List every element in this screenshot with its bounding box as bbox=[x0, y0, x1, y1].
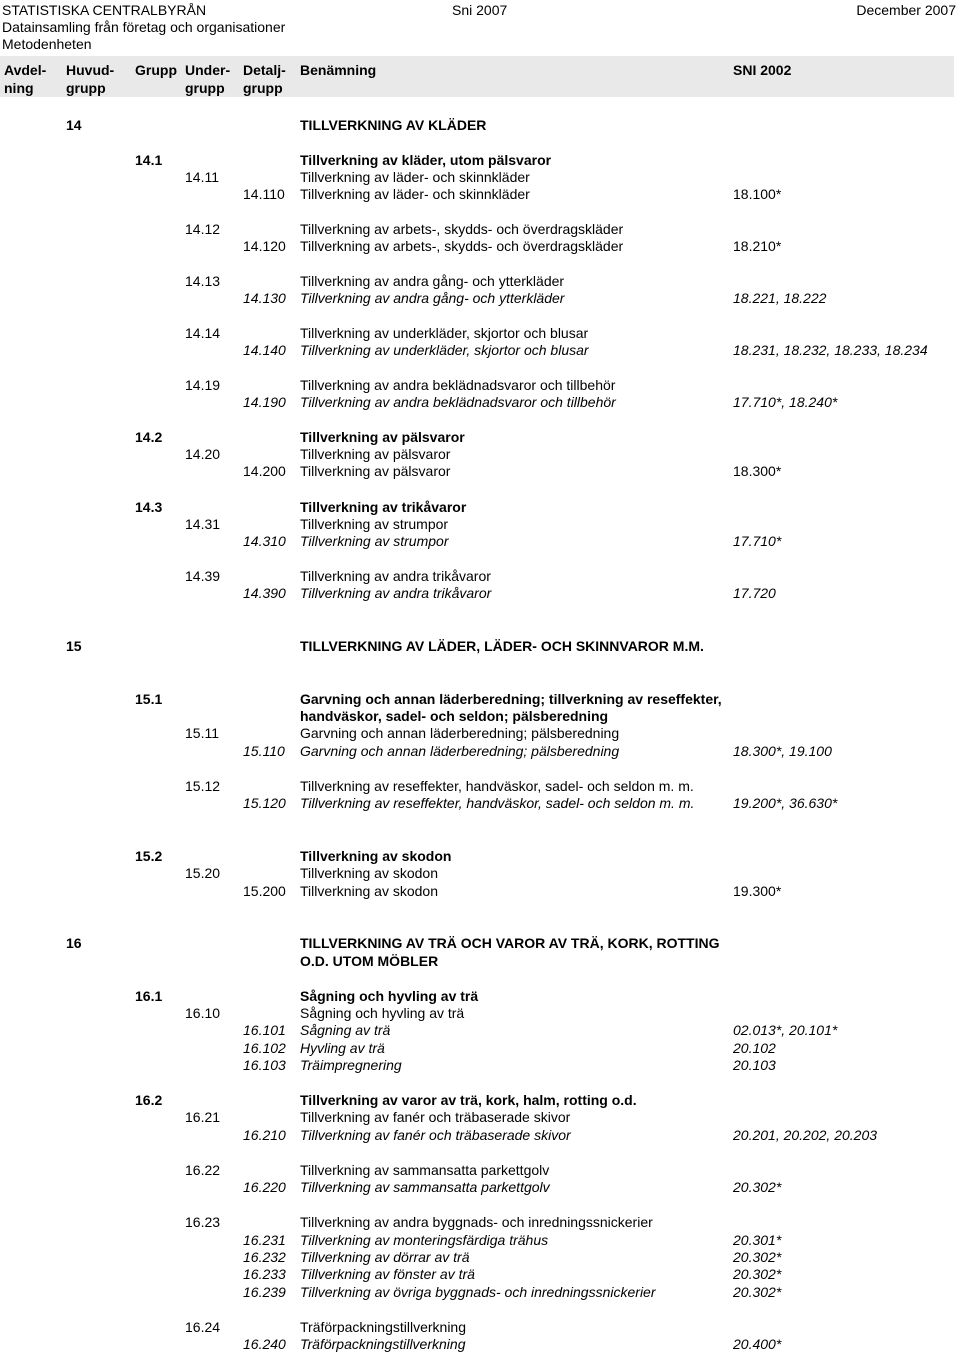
row-name: Tillverkning av kläder, utom pälsvaror bbox=[300, 152, 552, 168]
table-row bbox=[0, 1232, 960, 1249]
table-row bbox=[0, 325, 960, 342]
table-row bbox=[0, 691, 960, 708]
row-name: Tillverkning av fanér och träbaserade skivor bbox=[300, 1127, 571, 1143]
table-row bbox=[0, 1249, 960, 1266]
row-code: 14.390 bbox=[243, 585, 286, 601]
row-name: Tillverkning av pälsvaror bbox=[300, 446, 451, 462]
row-code: 14.310 bbox=[243, 533, 286, 549]
row-sni2002: 02.013*, 20.101* bbox=[733, 1022, 838, 1038]
row-code: 14.19 bbox=[185, 377, 221, 393]
row-sni2002: 20.302* bbox=[733, 1266, 782, 1282]
table-row bbox=[0, 725, 960, 742]
col-undergrupp: Under- grupp bbox=[185, 62, 231, 96]
row-sni2002: 18.210* bbox=[733, 238, 782, 254]
table-row bbox=[0, 169, 960, 186]
row-name: Tillverkning av fönster av trä bbox=[300, 1266, 475, 1282]
row-name: Tillverkning av läder- och skinnkläder bbox=[300, 186, 530, 202]
row-code: 15.20 bbox=[185, 865, 221, 881]
row-sni2002: 17.710* bbox=[733, 533, 782, 549]
table-row bbox=[0, 953, 960, 970]
row-name: Garvning och annan läderberedning; tillverkning av reseffekter, bbox=[300, 691, 722, 707]
table-row bbox=[0, 708, 960, 725]
row-name: Tillverkning av andra gång- och ytterkläder bbox=[300, 273, 565, 289]
row-code: 14.2 bbox=[135, 429, 163, 445]
row-name: Tillverkning av pälsvaror bbox=[300, 463, 451, 479]
row-code: 14.39 bbox=[185, 568, 221, 584]
row-code: 14.140 bbox=[243, 342, 286, 358]
row-sni2002: 20.302* bbox=[733, 1249, 782, 1265]
row-sni2002: 18.300*, 19.100 bbox=[733, 743, 832, 759]
row-name: Sågning av trä bbox=[300, 1022, 391, 1038]
row-sni2002: 18.300* bbox=[733, 463, 782, 479]
row-name: Tillverkning av andra beklädnadsvaror och tillbehör bbox=[300, 394, 616, 410]
row-name: Tillverkning av skodon bbox=[300, 865, 438, 881]
table-row bbox=[0, 1005, 960, 1022]
row-name: Garvning och annan läderberedning; pälsberedning bbox=[300, 743, 620, 759]
table-row bbox=[0, 743, 960, 760]
row-code: 15.110 bbox=[243, 743, 285, 759]
row-sni2002: 17.720 bbox=[733, 585, 776, 601]
row-name: Tillverkning av varor av trä, kork, halm, rotting o.d. bbox=[300, 1092, 637, 1108]
table-row bbox=[0, 516, 960, 533]
row-name: Träförpackningstillverkning bbox=[300, 1319, 466, 1335]
row-code: 15.200 bbox=[243, 883, 286, 899]
row-sni2002: 19.200*, 36.630* bbox=[733, 795, 838, 811]
department-name: Datainsamling från företag och organisationer bbox=[2, 19, 286, 35]
row-code: 16.24 bbox=[185, 1319, 221, 1335]
row-name: Tillverkning av andra trikåvaror bbox=[300, 585, 492, 601]
table-row bbox=[0, 795, 960, 812]
table-row bbox=[0, 117, 960, 134]
row-name: Tillverkning av sammansatta parkettgolv bbox=[300, 1179, 550, 1195]
row-code: 16.210 bbox=[243, 1127, 286, 1143]
row-sni2002: 20.102 bbox=[733, 1040, 776, 1056]
table-row bbox=[0, 568, 960, 585]
row-code: 15.1 bbox=[135, 691, 163, 707]
table-row bbox=[0, 638, 960, 655]
row-name: Garvning och annan läderberedning; pälsberedning bbox=[300, 725, 620, 741]
row-name: Tillverkning av reseffekter, handväskor, sadel- och seldon m. m. bbox=[300, 795, 695, 811]
unit-name: Metodenheten bbox=[2, 36, 92, 52]
row-code: 14.12 bbox=[185, 221, 221, 237]
row-sni2002: 20.201, 20.202, 20.203 bbox=[733, 1127, 878, 1143]
table-row bbox=[0, 499, 960, 516]
table-row bbox=[0, 1092, 960, 1109]
row-code: 14.20 bbox=[185, 446, 221, 462]
table-row bbox=[0, 1266, 960, 1283]
row-name: Tillverkning av trikåvaror bbox=[300, 499, 467, 515]
row-code: 15.11 bbox=[185, 725, 219, 741]
row-name: Tillverkning av andra gång- och ytterkläder bbox=[300, 290, 565, 306]
row-name: Tillverkning av arbets-, skydds- och överdragskläder bbox=[300, 221, 624, 237]
row-sni2002: 18.221, 18.222 bbox=[733, 290, 827, 306]
row-sni2002: 20.302* bbox=[733, 1284, 782, 1300]
row-code: 16.21 bbox=[185, 1109, 221, 1125]
table-row bbox=[0, 1214, 960, 1231]
row-name: Tillverkning av dörrar av trä bbox=[300, 1249, 470, 1265]
row-code: 14.120 bbox=[243, 238, 286, 254]
table-row bbox=[0, 1179, 960, 1196]
row-sni2002: 20.302* bbox=[733, 1179, 782, 1195]
row-name: Tillverkning av underkläder, skjortor och blusar bbox=[300, 342, 589, 358]
table-row bbox=[0, 1022, 960, 1039]
row-code: 16.101 bbox=[243, 1022, 286, 1038]
table-row bbox=[0, 883, 960, 900]
row-code: 14.3 bbox=[135, 499, 163, 515]
row-code: 16.10 bbox=[185, 1005, 221, 1021]
table-row bbox=[0, 377, 960, 394]
row-code: 16.220 bbox=[243, 1179, 286, 1195]
table-row bbox=[0, 1109, 960, 1126]
row-code: 16.240 bbox=[243, 1336, 286, 1352]
document-date: December 2007 bbox=[856, 2, 956, 18]
table-row bbox=[0, 1057, 960, 1074]
row-name: Tillverkning av skodon bbox=[300, 883, 438, 899]
row-code: 16.23 bbox=[185, 1214, 221, 1230]
row-name: handväskor, sadel- och seldon; pälsberedning bbox=[300, 708, 609, 724]
table-row bbox=[0, 463, 960, 480]
row-code: 14.110 bbox=[243, 186, 285, 202]
row-name: Tillverkning av andra trikåvaror bbox=[300, 568, 491, 584]
col-grupp: Grupp bbox=[135, 62, 177, 78]
row-code: 16.2 bbox=[135, 1092, 163, 1108]
col-detaljgrupp: Detalj- grupp bbox=[243, 62, 286, 96]
row-name: Tillverkning av sammansatta parkettgolv bbox=[300, 1162, 550, 1178]
row-code: 15.12 bbox=[185, 778, 221, 794]
row-sni2002: 20.103 bbox=[733, 1057, 776, 1073]
table-row bbox=[0, 848, 960, 865]
row-code: 16.22 bbox=[185, 1162, 221, 1178]
row-code: 14 bbox=[66, 117, 82, 133]
row-name: Tillverkning av monteringsfärdiga trähus bbox=[300, 1232, 549, 1248]
table-row bbox=[0, 1319, 960, 1336]
row-sni2002: 18.231, 18.232, 18.233, 18.234 bbox=[733, 342, 928, 358]
row-sni2002: 19.300* bbox=[733, 883, 782, 899]
row-code: 14.200 bbox=[243, 463, 286, 479]
table-row bbox=[0, 1284, 960, 1301]
table-row bbox=[0, 152, 960, 169]
row-name: Sågning och hyvling av trä bbox=[300, 988, 479, 1004]
org-name: STATISTISKA CENTRALBYRÅN bbox=[2, 2, 207, 18]
row-name: TILLVERKNING AV TRÄ OCH VAROR AV TRÄ, KORK, ROTTING bbox=[300, 935, 720, 951]
row-name: Tillverkning av andra byggnads- och inredningssnickerier bbox=[300, 1214, 653, 1230]
row-name: TILLVERKNING AV KLÄDER bbox=[300, 117, 487, 133]
table-row bbox=[0, 1040, 960, 1057]
table-row bbox=[0, 394, 960, 411]
table-row bbox=[0, 446, 960, 463]
row-name: Tillverkning av skodon bbox=[300, 848, 452, 864]
row-name: Tillverkning av strumpor bbox=[300, 533, 449, 549]
row-code: 16.103 bbox=[243, 1057, 286, 1073]
row-code: 15.120 bbox=[243, 795, 286, 811]
row-code: 15 bbox=[66, 638, 82, 654]
row-sni2002: 17.710*, 18.240* bbox=[733, 394, 838, 410]
row-name: Sågning och hyvling av trä bbox=[300, 1005, 465, 1021]
table-row bbox=[0, 429, 960, 446]
table-row bbox=[0, 273, 960, 290]
col-avdelning: Avdel- ning bbox=[4, 62, 47, 96]
table-row bbox=[0, 778, 960, 795]
table-row bbox=[0, 1162, 960, 1179]
row-code: 16.233 bbox=[243, 1266, 286, 1282]
row-sni2002: 18.100* bbox=[733, 186, 782, 202]
row-name: Tillverkning av underkläder, skjortor och blusar bbox=[300, 325, 589, 341]
row-code: 16.239 bbox=[243, 1284, 286, 1300]
row-code: 15.2 bbox=[135, 848, 163, 864]
row-name: Tillverkning av läder- och skinnkläder bbox=[300, 169, 530, 185]
row-name: Tillverkning av övriga byggnads- och inredningssnickerier bbox=[300, 1284, 656, 1300]
row-name: TILLVERKNING AV LÄDER, LÄDER- OCH SKINNVAROR M.M. bbox=[300, 638, 704, 654]
table-row bbox=[0, 342, 960, 359]
row-name: Tillverkning av arbets-, skydds- och överdragskläder bbox=[300, 238, 624, 254]
row-name: Tillverkning av andra beklädnadsvaror och tillbehör bbox=[300, 377, 616, 393]
row-code: 16 bbox=[66, 935, 82, 951]
row-code: 16.231 bbox=[243, 1232, 286, 1248]
row-code: 14.1 bbox=[135, 152, 163, 168]
row-code: 14.11 bbox=[185, 169, 219, 185]
table-row bbox=[0, 585, 960, 602]
row-code: 14.13 bbox=[185, 273, 221, 289]
row-name: Tillverkning av reseffekter, handväskor, sadel- och seldon m. m. bbox=[300, 778, 694, 794]
row-code: 14.190 bbox=[243, 394, 286, 410]
row-code: 16.232 bbox=[243, 1249, 286, 1265]
table-row bbox=[0, 533, 960, 550]
row-code: 16.1 bbox=[135, 988, 163, 1004]
table-row bbox=[0, 865, 960, 882]
row-code: 14.14 bbox=[185, 325, 221, 341]
col-benamning: Benämning bbox=[300, 62, 377, 78]
col-huvudgrupp: Huvud- grupp bbox=[66, 62, 115, 96]
row-name: Tillverkning av fanér och träbaserade skivor bbox=[300, 1109, 571, 1125]
table-row bbox=[0, 1127, 960, 1144]
table-row bbox=[0, 290, 960, 307]
row-code: 14.130 bbox=[243, 290, 286, 306]
table-row bbox=[0, 988, 960, 1005]
classification-label: Sni 2007 bbox=[452, 2, 508, 18]
row-name: Tillverkning av pälsvaror bbox=[300, 429, 465, 445]
row-sni2002: 20.400* bbox=[733, 1336, 782, 1352]
table-row bbox=[0, 1336, 960, 1353]
row-name: Träimpregnering bbox=[300, 1057, 402, 1073]
table-row bbox=[0, 221, 960, 238]
row-name: Hyvling av trä bbox=[300, 1040, 385, 1056]
row-name: Tillverkning av strumpor bbox=[300, 516, 449, 532]
col-sni2002: SNI 2002 bbox=[733, 62, 792, 78]
row-sni2002: 20.301* bbox=[733, 1232, 782, 1248]
row-code: 14.31 bbox=[185, 516, 221, 532]
table-row bbox=[0, 186, 960, 203]
table-row bbox=[0, 238, 960, 255]
table-row bbox=[0, 935, 960, 952]
row-name: O.D. UTOM MÖBLER bbox=[300, 953, 439, 969]
row-code: 16.102 bbox=[243, 1040, 286, 1056]
row-name: Träförpackningstillverkning bbox=[300, 1336, 466, 1352]
